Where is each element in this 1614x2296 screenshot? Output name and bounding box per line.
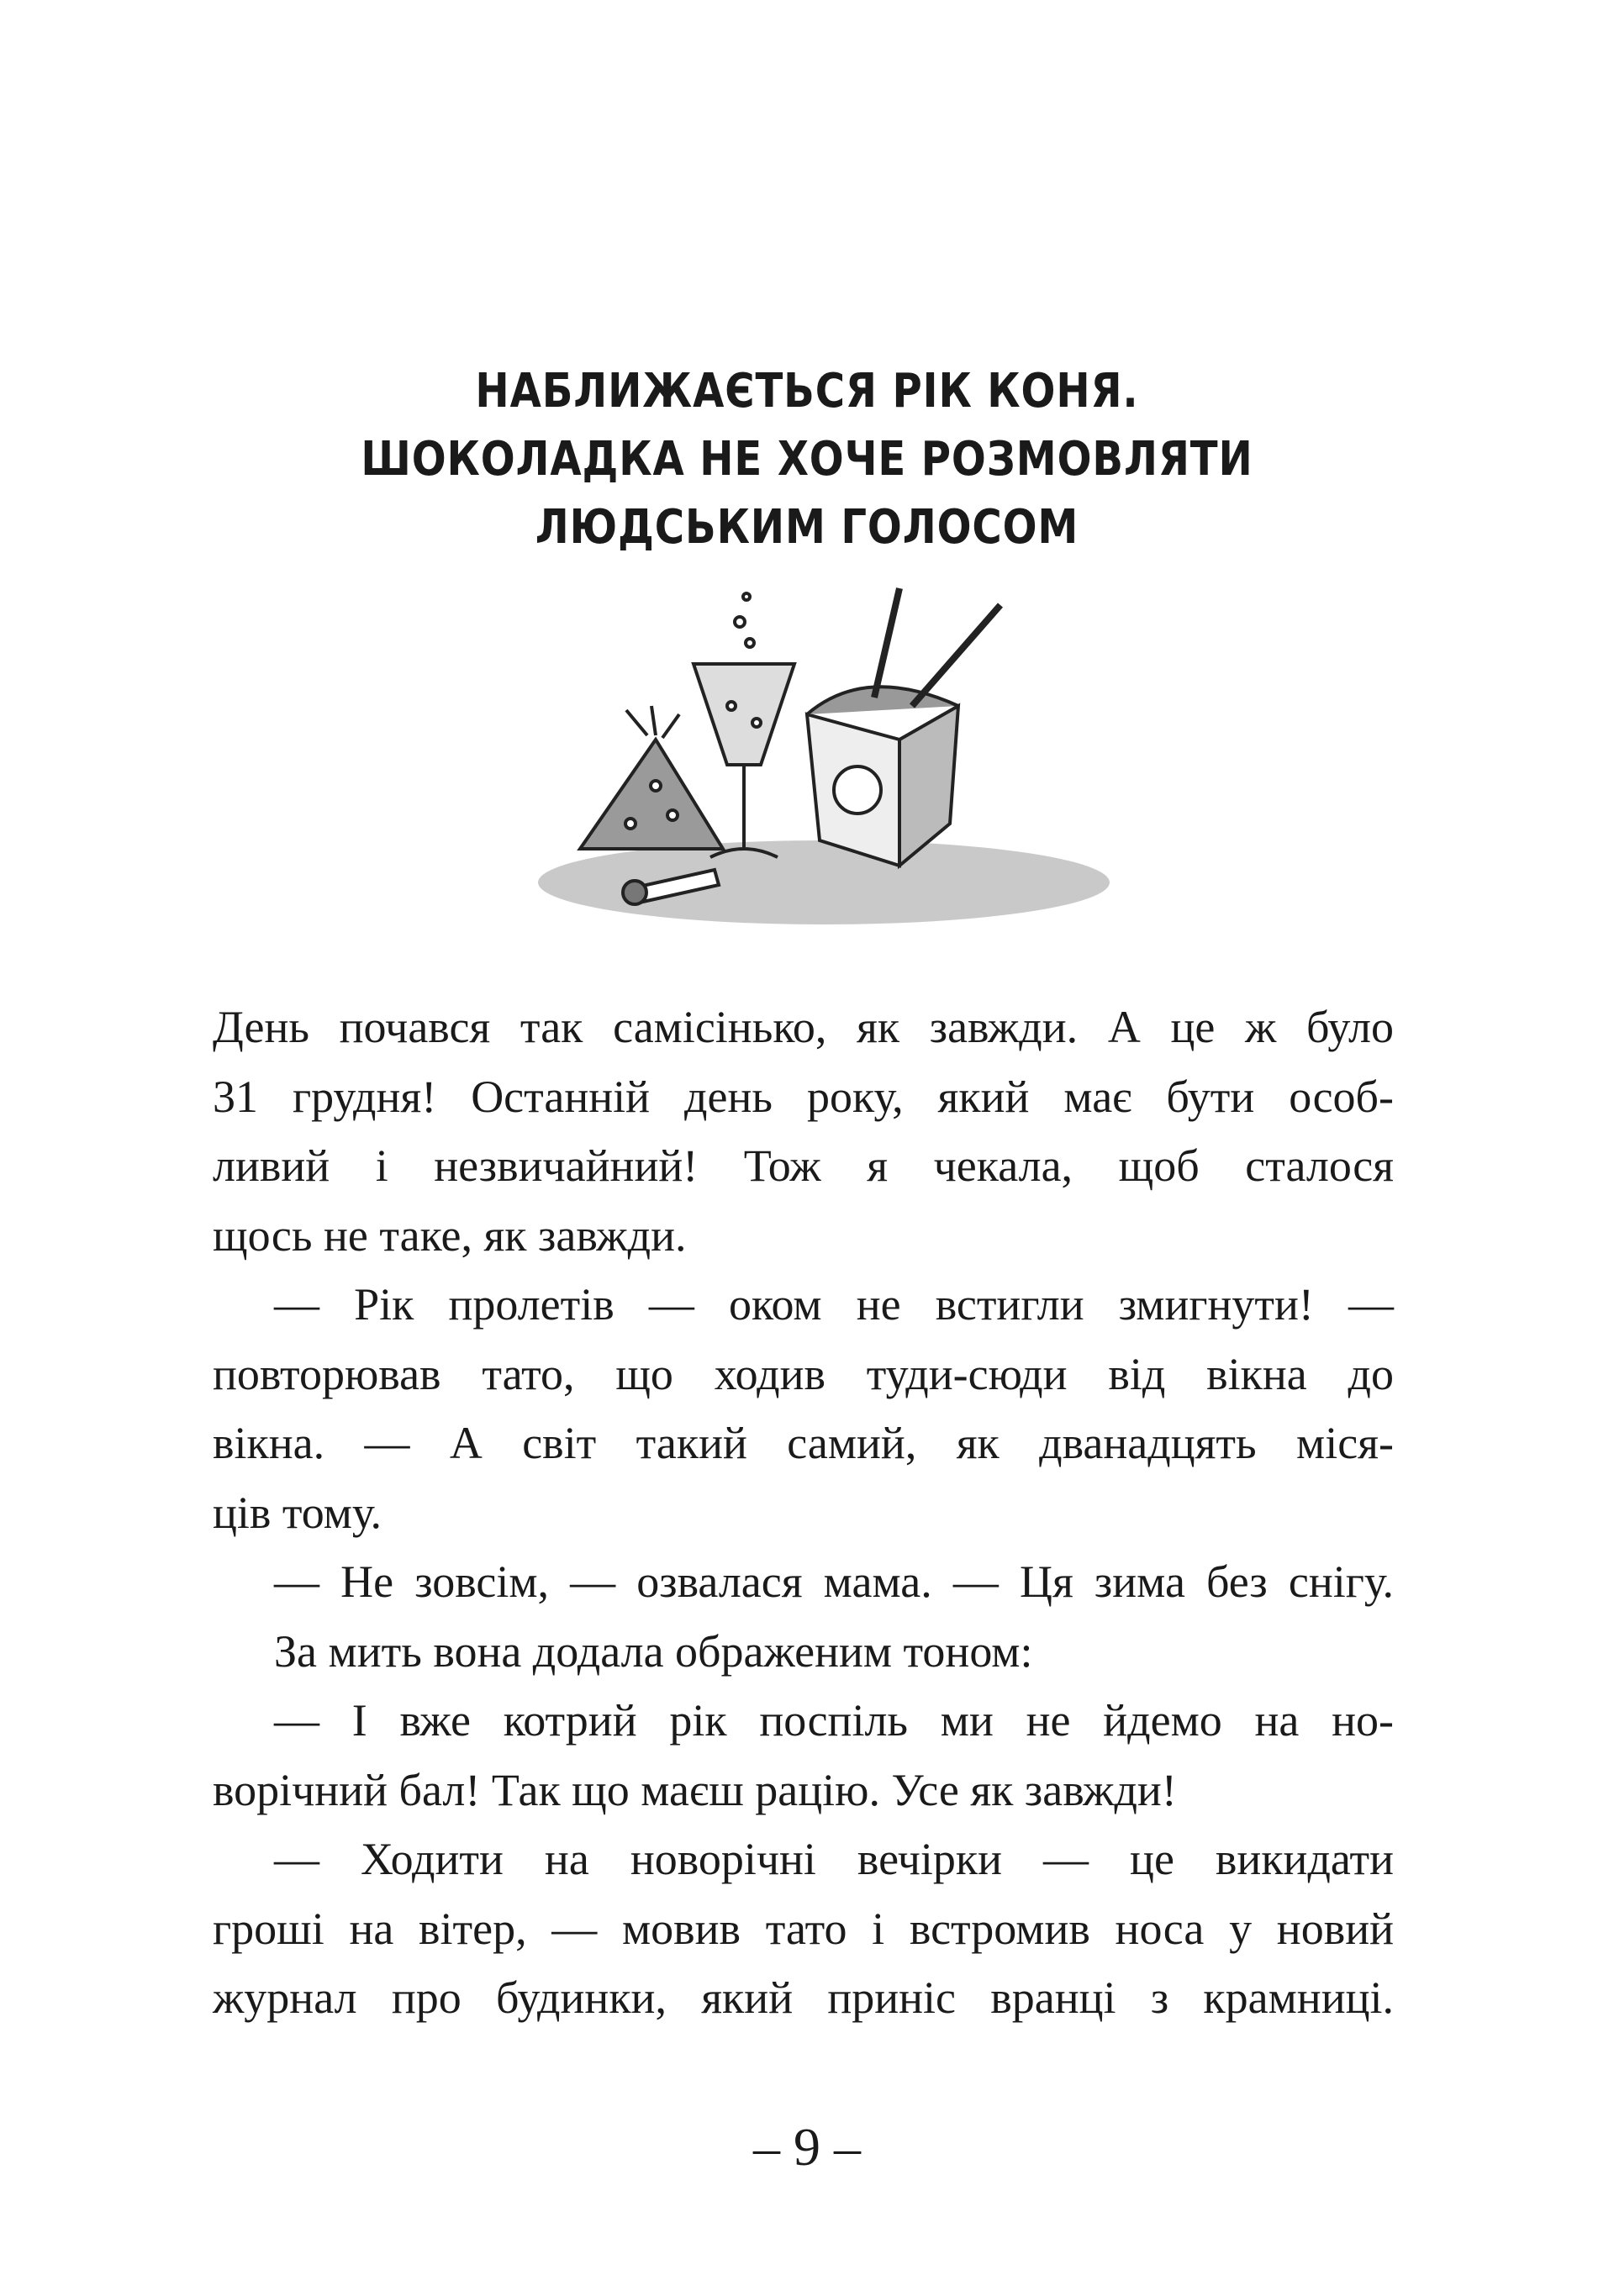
text-line: — Рік пролетів — оком не встигли змигнути! — xyxy=(274,1279,1394,1330)
text-line: — І вже котрий рік поспіль ми не йдемо на но- xyxy=(274,1695,1394,1746)
party-hat-icon xyxy=(580,706,723,849)
body-text xyxy=(213,993,1394,2033)
shadow-icon xyxy=(538,840,1110,924)
text-line: повторював тато, що ходив туди-сюди від вікна до xyxy=(213,1348,1394,1399)
text-line: ворічний бал! Так що маєш рацію. Усе як завжди! xyxy=(213,1764,1177,1815)
chapter-title-line: ШОКОЛАДКА НЕ ХОЧЕ РОЗМОВЛЯТИ xyxy=(361,432,1253,487)
text-line: День почався так самісінько, як завжди. А це ж було xyxy=(213,1002,1394,1052)
text-line: вікна. — А світ такий самий, як дванадцять міся- xyxy=(213,1418,1394,1468)
chapter-title-line: НАБЛИЖАЄТЬСЯ РІК КОНЯ. xyxy=(475,364,1139,419)
takeout-box-icon xyxy=(807,588,1000,866)
text-line: гроші на вітер, — мовив тато і встромив носа у новий xyxy=(213,1903,1394,1954)
page-number: – 9 – xyxy=(753,2117,861,2177)
party-illustration xyxy=(530,571,1118,924)
text-line: щось не таке, як завжди. xyxy=(213,1209,687,1261)
text-line: — Ходити на новорічні вечірки — це викидати xyxy=(274,1834,1394,1884)
chapter-title xyxy=(113,357,1501,561)
text-line: ців тому. xyxy=(213,1487,382,1538)
text-line: За мить вона додала ображеним тоном: xyxy=(274,1625,1033,1677)
text-line: 31 грудня! Останній день року, який має бути особ- xyxy=(213,1071,1394,1122)
text-line: журнал про будинки, який приніс вранці з крамниці. xyxy=(213,1972,1394,2023)
chapter-title-line: ЛЮДСЬКИМ ГОЛОСОМ xyxy=(535,500,1079,555)
champagne-glass-icon xyxy=(694,593,794,857)
text-line: ливий і незвичайний! Тож я чекала, щоб сталося xyxy=(213,1140,1394,1191)
text-line: — Не зовсім, — озвалася мама. — Ця зима без снігу. xyxy=(274,1556,1394,1607)
